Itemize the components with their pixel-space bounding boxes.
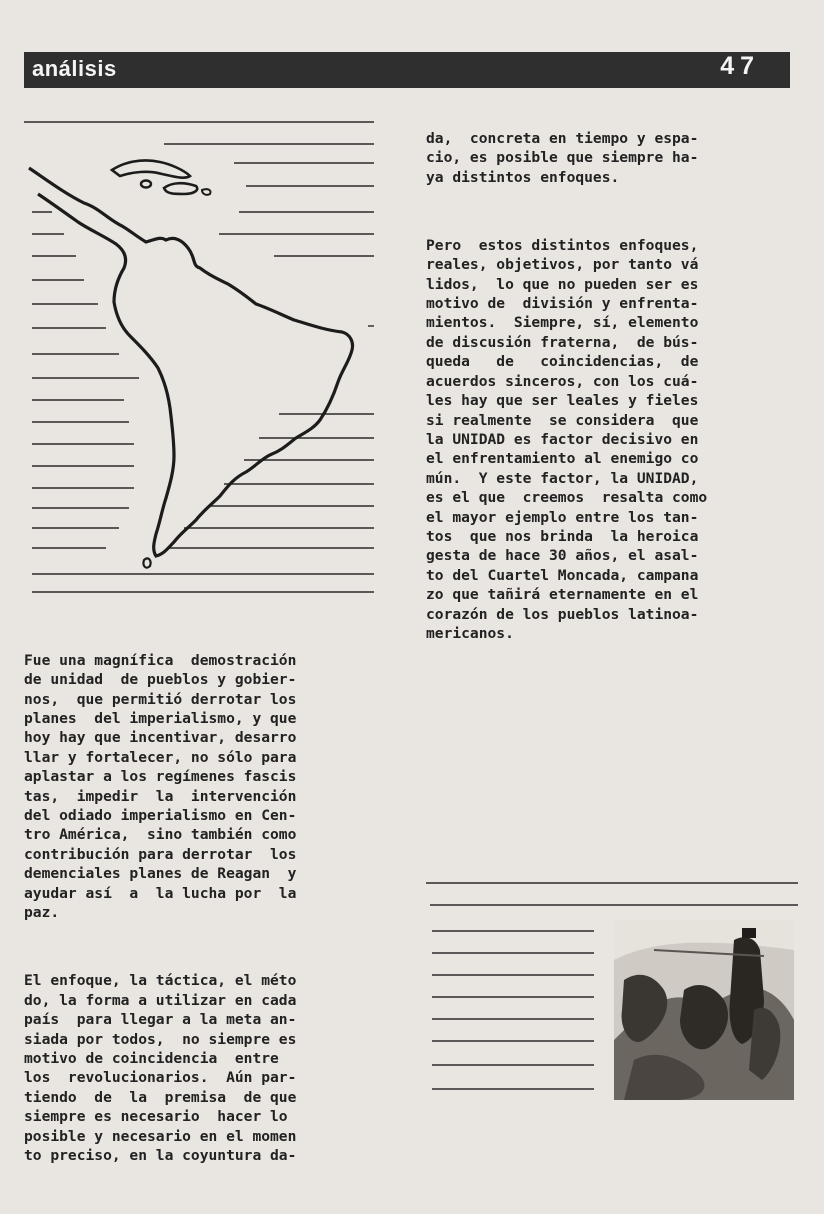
paragraph: El enfoque, la táctica, el méto do, la forma a utilizar en cada país para llegar a la meta an- siada por todos, no siempre es motivo de coincidencia entre los revolucionarios. Aún par- tiendo de la premisa de que siempre es necesario hacer lo posible y necesario en el momen to preciso, en la coyuntura da-: [24, 972, 297, 1164]
latin-america-map-illustration: [24, 108, 380, 598]
paragraph: Pero estos distintos enfoques, reales, objetivos, por tanto vá lidos, lo que no pueden ser es motivo de división y enfrenta- mientos. Siempre, sí, elemento de discusión fraterna, de bús- queda de coincidencias, de acuerdos sinceros, con los cuá- les hay que ser leales y fieles si realmente se considera que la UNIDAD es factor decisivo en el enfrentamiento al enemigo co mún. Y este factor, la UNIDAD, es el que creemos resalta como el mayor ejemplo entre los tan- tos que nos brinda la heroica gesta de hace 30 años, el asal- to del Cuartel Moncada, campana zo que tañirá eternamente en el corazón de los pueblos latinoa- mericanos.: [426, 236, 708, 642]
historical-photo: [614, 920, 794, 1100]
paragraph: Fue una magnífica demostración de unidad de pueblos y gobier- nos, que permitió derrotar los planes del imperialismo, y que hoy hay que incentivar, desarro llar y fortalecer, no sólo para aplastar a los regímenes fascis tas, impedir la intervención del odiado imperialismo en Cen- tro América, sino también como contribución para derrotar los demenciales planes de Reagan y ayudar así a la lucha por la paz.: [24, 651, 297, 922]
left-column-text: [24, 612, 394, 1214]
header-bar: [24, 52, 790, 88]
right-column-text: [426, 90, 796, 692]
page-number: 47: [720, 52, 760, 80]
section-label: análisis: [32, 56, 117, 81]
paragraph: da, concreta en tiempo y espa- cio, es posible que siempre ha- ya distintos enfoques.: [426, 129, 699, 186]
